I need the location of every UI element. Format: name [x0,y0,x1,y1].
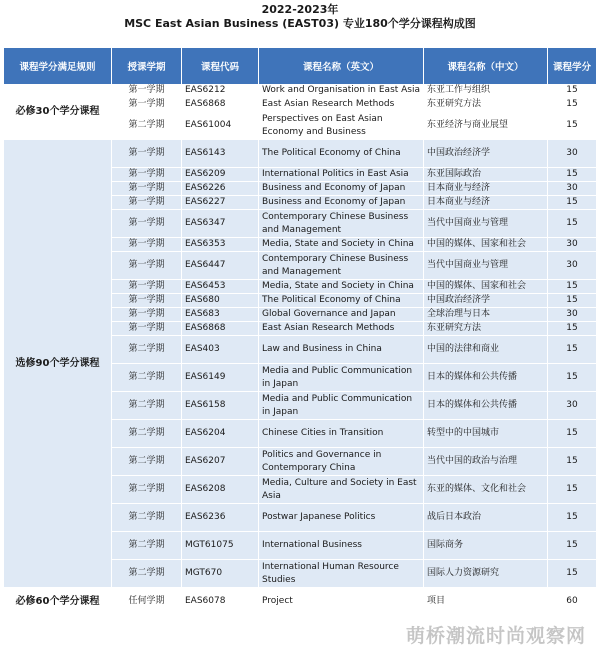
term-cell: 第一学期 [112,322,182,336]
course-name-cn-cell: 日本的媒体和公共传播 [424,364,548,392]
term-cell: 第一学期 [112,238,182,252]
term-cell: 第二学期 [112,420,182,448]
course-name-cn-cell: 战后日本政治 [424,504,548,532]
course-name-en-cell: Politics and Governance in Contemporary China [259,448,424,476]
course-name-cn-cell: 中国政治经济学 [424,140,548,168]
course-name-en-cell: The Political Economy of China [259,140,424,168]
course-code-cell: EAS6149 [182,364,259,392]
term-cell: 第一学期 [112,252,182,280]
course-code-cell: EAS6209 [182,168,259,182]
course-code-cell: EAS6227 [182,196,259,210]
credits-cell: 15 [548,504,596,532]
term-cell: 第一学期 [112,308,182,322]
course-code-cell: EAS683 [182,308,259,322]
course-name-en-cell: International Business [259,532,424,560]
course-code-cell: EAS6212 [182,84,259,98]
course-name-cn-cell: 当代中国的政治与治理 [424,448,548,476]
curriculum-table [4,48,596,616]
course-name-cn-cell: 日本的媒体和公共传播 [424,392,548,420]
page-title-program: MSC East Asian Business (EAST03) 专业180个学分课程构成图 [124,17,476,30]
course-name-cn-cell: 全球治理与日本 [424,308,548,322]
term-cell: 第二学期 [112,504,182,532]
course-name-en-cell: Business and Economy of Japan [259,196,424,210]
credits-cell: 30 [548,140,596,168]
course-name-cn-cell: 中国的法律和商业 [424,336,548,364]
header-term: 授课学期 [112,48,182,84]
course-name-en-cell: Media and Public Communication in Japan [259,392,424,420]
credits-cell: 15 [548,448,596,476]
term-cell: 第一学期 [112,280,182,294]
course-name-cn-cell: 当代中国商业与管理 [424,252,548,280]
course-name-en-cell: Media, State and Society in China [259,238,424,252]
term-cell: 第二学期 [112,336,182,364]
course-name-en-cell: Contemporary Chinese Business and Management [259,252,424,280]
term-cell: 第一学期 [112,182,182,196]
credits-cell: 15 [548,196,596,210]
table-header-row [4,48,596,84]
watermark: 萌桥潮流时尚观察网 [405,625,586,647]
credits-cell: 30 [548,252,596,280]
credits-cell: 15 [548,112,596,140]
course-name-en-cell: International Human Resource Studies [259,560,424,588]
course-code-cell: EAS6078 [182,588,259,616]
course-name-cn-cell: 日本商业与经济 [424,182,548,196]
course-name-cn-cell: 项目 [424,588,548,616]
term-cell: 第一学期 [112,140,182,168]
term-cell: 第一学期 [112,196,182,210]
course-name-cn-cell: 东亚国际政治 [424,168,548,182]
credits-cell: 15 [548,560,596,588]
course-name-en-cell: The Political Economy of China [259,294,424,308]
header-course-code: 课程代码 [182,48,259,84]
credits-cell: 15 [548,336,596,364]
course-code-cell: EAS403 [182,336,259,364]
credit-rule-cell: 选修90个学分课程 [4,140,112,588]
course-name-en-cell: Project [259,588,424,616]
table-row [4,588,596,616]
credits-cell: 15 [548,280,596,294]
credits-cell: 15 [548,364,596,392]
term-cell: 第一学期 [112,210,182,238]
course-code-cell: EAS6453 [182,280,259,294]
course-name-en-cell: Global Governance and Japan [259,308,424,322]
term-cell: 第二学期 [112,364,182,392]
course-code-cell: MGT670 [182,560,259,588]
term-cell: 第一学期 [112,294,182,308]
course-code-cell: EAS6226 [182,182,259,196]
course-code-cell: EAS6158 [182,392,259,420]
term-cell: 第二学期 [112,560,182,588]
course-name-en-cell: Law and Business in China [259,336,424,364]
term-cell: 第一学期 [112,84,182,98]
course-name-en-cell: Media, State and Society in China [259,280,424,294]
term-cell: 第二学期 [112,532,182,560]
term-cell: 第二学期 [112,392,182,420]
course-name-en-cell: Contemporary Chinese Business and Management [259,210,424,238]
credits-cell: 60 [548,588,596,616]
credits-cell: 30 [548,392,596,420]
course-name-cn-cell: 中国的媒体、国家和社会 [424,280,548,294]
course-name-en-cell: International Politics in East Asia [259,168,424,182]
credits-cell: 15 [548,420,596,448]
credits-cell: 15 [548,476,596,504]
course-code-cell: EAS6353 [182,238,259,252]
credits-cell: 30 [548,182,596,196]
credit-rule-cell: 必修30个学分课程 [4,84,112,140]
course-name-en-cell: Media and Public Communication in Japan [259,364,424,392]
table-row [4,140,596,168]
course-name-cn-cell: 东亚研究方法 [424,322,548,336]
course-name-cn-cell: 东亚的媒体、文化和社会 [424,476,548,504]
credit-rule-cell: 必修60个学分课程 [4,588,112,616]
course-name-cn-cell: 东亚工作与组织 [424,84,548,98]
header-course-name-en: 课程名称（英文） [259,48,424,84]
course-code-cell: EAS6347 [182,210,259,238]
course-name-en-cell: Business and Economy of Japan [259,182,424,196]
page-title-year: 2022-2023年 [261,3,339,16]
credits-cell: 15 [548,168,596,182]
course-name-en-cell: Work and Organisation in East Asia [259,84,424,98]
credits-cell: 30 [548,238,596,252]
course-name-en-cell: East Asian Research Methods [259,98,424,112]
course-code-cell: EAS6868 [182,98,259,112]
course-code-cell: EAS6236 [182,504,259,532]
course-code-cell: EAS6207 [182,448,259,476]
course-name-cn-cell: 中国的媒体、国家和社会 [424,238,548,252]
course-name-en-cell: Chinese Cities in Transition [259,420,424,448]
credits-cell: 15 [548,210,596,238]
course-name-cn-cell: 转型中的中国城市 [424,420,548,448]
course-code-cell: EAS6208 [182,476,259,504]
course-name-cn-cell: 东亚研究方法 [424,98,548,112]
course-name-cn-cell: 当代中国商业与管理 [424,210,548,238]
credits-cell: 15 [548,322,596,336]
course-code-cell: MGT61075 [182,532,259,560]
course-name-en-cell: Postwar Japanese Politics [259,504,424,532]
term-cell: 第二学期 [112,448,182,476]
term-cell: 第二学期 [112,476,182,504]
course-name-cn-cell: 日本商业与经济 [424,196,548,210]
credits-cell: 30 [548,308,596,322]
course-name-en-cell: Perspectives on East Asian Economy and Business [259,112,424,140]
course-code-cell: EAS61004 [182,112,259,140]
header-credit-rule: 课程学分满足规则 [4,48,112,84]
course-name-cn-cell: 国际商务 [424,532,548,560]
term-cell: 第一学期 [112,168,182,182]
term-cell: 任何学期 [112,588,182,616]
course-code-cell: EAS6143 [182,140,259,168]
table-row [4,84,596,98]
credits-cell: 15 [548,84,596,98]
course-code-cell: EAS6868 [182,322,259,336]
course-name-en-cell: East Asian Research Methods [259,322,424,336]
header-credits: 课程学分 [548,48,596,84]
course-name-cn-cell: 国际人力资源研究 [424,560,548,588]
course-name-en-cell: Media, Culture and Society in East Asia [259,476,424,504]
credits-cell: 15 [548,294,596,308]
header-course-name-cn: 课程名称（中文） [424,48,548,84]
course-code-cell: EAS6447 [182,252,259,280]
term-cell: 第二学期 [112,112,182,140]
credits-cell: 15 [548,532,596,560]
credits-cell: 15 [548,98,596,112]
course-code-cell: EAS680 [182,294,259,308]
course-code-cell: EAS6204 [182,420,259,448]
course-name-cn-cell: 中国政治经济学 [424,294,548,308]
term-cell: 第一学期 [112,98,182,112]
course-name-cn-cell: 东亚经济与商业展望 [424,112,548,140]
